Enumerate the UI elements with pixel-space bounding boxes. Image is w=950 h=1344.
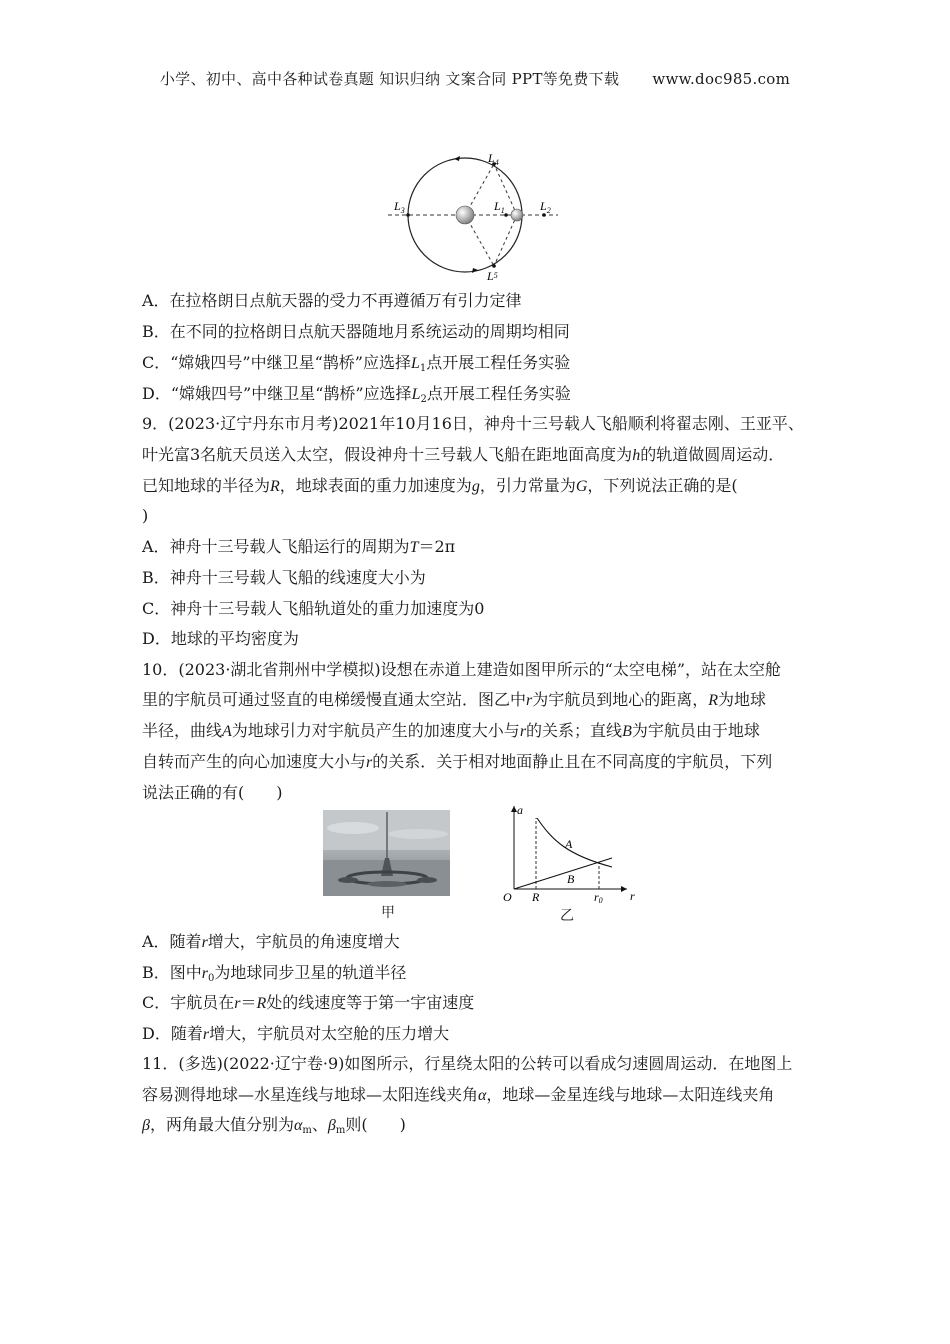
acceleration-graph — [497, 800, 637, 908]
q8-option-c: C．“嫦娥四号”中继卫星“鹊桥”应选择$L_1$点开展工程任务实验 — [142, 353, 571, 374]
svg-text:L1: $L_1$ — [494, 199, 505, 215]
label-l1: L — [494, 199, 501, 213]
dash-moon-l5 — [494, 215, 517, 266]
q11-stem-line2: 容易测得地球—水星连线与地球—太阳连线夹角α，地球—金星连线与地球—太阳连线夹角 — [142, 1085, 775, 1104]
q9-option-b: B．神舟十三号载人飞船的线速度大小为 — [142, 568, 426, 587]
q9-stem-line3: 已知地球的半径为R，地球表面的重力加速度为g，引力常量为G，下列说法正确的是( — [142, 476, 738, 495]
svg-text:L3: $L_3$ — [394, 199, 405, 215]
q9-stem-line1: 9．(2023·辽宁丹东市月考)2021年10月16日，神舟十三号载人飞船顺利将翟志刚、王亚平、 — [142, 414, 804, 433]
header-text: 小学、初中、高中各种试卷真题 知识归纳 文案合同 PPT等免费下载 — [159, 70, 620, 88]
photo-illustration — [323, 810, 450, 896]
earth — [456, 206, 474, 224]
svg-text:L4: $L_4$ — [488, 151, 499, 167]
q10-option-d: D．随着r增大，宇航员对太空舱的压力增大 — [142, 1024, 450, 1043]
q10-option-a: A．随着r增大，宇航员的角速度增大 — [142, 932, 400, 951]
svg-text:L5: L5 — [486, 269, 498, 280]
q10-stem-line5: 说法正确的有( ) — [142, 783, 283, 802]
q10-option-c: C．宇航员在r＝R处的线速度等于第一宇宙速度 — [142, 993, 475, 1012]
header-site: www.doc985.com — [652, 70, 791, 88]
curve-a — [537, 818, 612, 867]
page-header — [0, 68, 950, 89]
svg-text:r0: r0 — [594, 890, 603, 905]
origin-label: O — [503, 890, 512, 904]
line-b-label: B — [567, 872, 575, 886]
q8-option-d: D．“嫦娥四号”中继卫星“鹊桥”应选择$L_2$点开展工程任务实验 — [142, 384, 571, 405]
q10-stem-line1: 10．(2023·湖北省荆州中学模拟)设想在赤道上建造如图甲所示的“太空电梯”，站在太空舱 — [142, 660, 782, 679]
label-l3: L — [394, 199, 401, 213]
label-l4: L — [488, 151, 495, 165]
curve-a-label: A — [565, 837, 573, 851]
l5-point — [492, 264, 496, 268]
label-l5: L — [487, 269, 494, 280]
l2-point — [542, 213, 546, 217]
q11-stem-line3: β，两角最大值分别为$\alpha_m$、$\beta_m$则( ) — [142, 1115, 406, 1136]
q10-option-b: B．图中$r_0$为地球同步卫星的轨道半径 — [142, 963, 407, 984]
q10-stem-line4: 自转而产生的向心加速度大小与r的关系．关于相对地面静止且在不同高度的宇航员，下列 — [142, 752, 773, 771]
label-l2: L — [540, 199, 547, 213]
q8-option-a: A．在拉格朗日点航天器的受力不再遵循万有引力定律 — [142, 291, 522, 310]
q8-option-b: B．在不同的拉格朗日点航天器随地月系统运动的周期均相同 — [142, 322, 570, 341]
q10-stem-line3: 半径，曲线A为地球引力对宇航员产生的加速度大小与r的关系；直线B为宇航员由于地球 — [142, 721, 760, 740]
caption-yi: 乙 — [560, 908, 574, 924]
l3-point — [406, 213, 410, 217]
caption-jia: 甲 — [381, 905, 395, 921]
space-elevator-photo — [323, 810, 450, 896]
moon — [511, 209, 523, 221]
q11-stem-line1: 11．(多选)(2022·辽宁卷·9)如图所示，行星绕太阳的公转可以看成匀速圆周运动．在地图上 — [142, 1054, 793, 1073]
line-b — [514, 858, 612, 889]
y-label: a — [517, 803, 523, 817]
q9-stem-line4: ) — [142, 506, 149, 525]
q9-stem-line2: 叶光富3名航天员送入太空，假设神舟十三号载人飞船在距地面高度为h的轨道做圆周运动． — [142, 445, 785, 464]
q9-option-c: C．神舟十三号载人飞船轨道处的重力加速度为0 — [142, 599, 485, 618]
q9-option-d: D．地球的平均密度为 — [142, 629, 299, 648]
svg-text:L2: $L_2$ — [540, 199, 551, 215]
q9-option-a: A．神舟十三号载人飞船运行的周期为T＝2π — [142, 537, 456, 556]
r-tick-label: R — [532, 890, 540, 904]
l1-point — [504, 213, 508, 217]
lagrange-points-figure — [388, 148, 568, 280]
q10-stem-line2: 里的宇航员可通过竖直的电梯缓慢直通太空站．图乙中r为宇航员到地心的距离，R为地球 — [142, 690, 767, 709]
r0-tick-label: r — [594, 890, 599, 904]
x-label: r — [630, 889, 635, 903]
